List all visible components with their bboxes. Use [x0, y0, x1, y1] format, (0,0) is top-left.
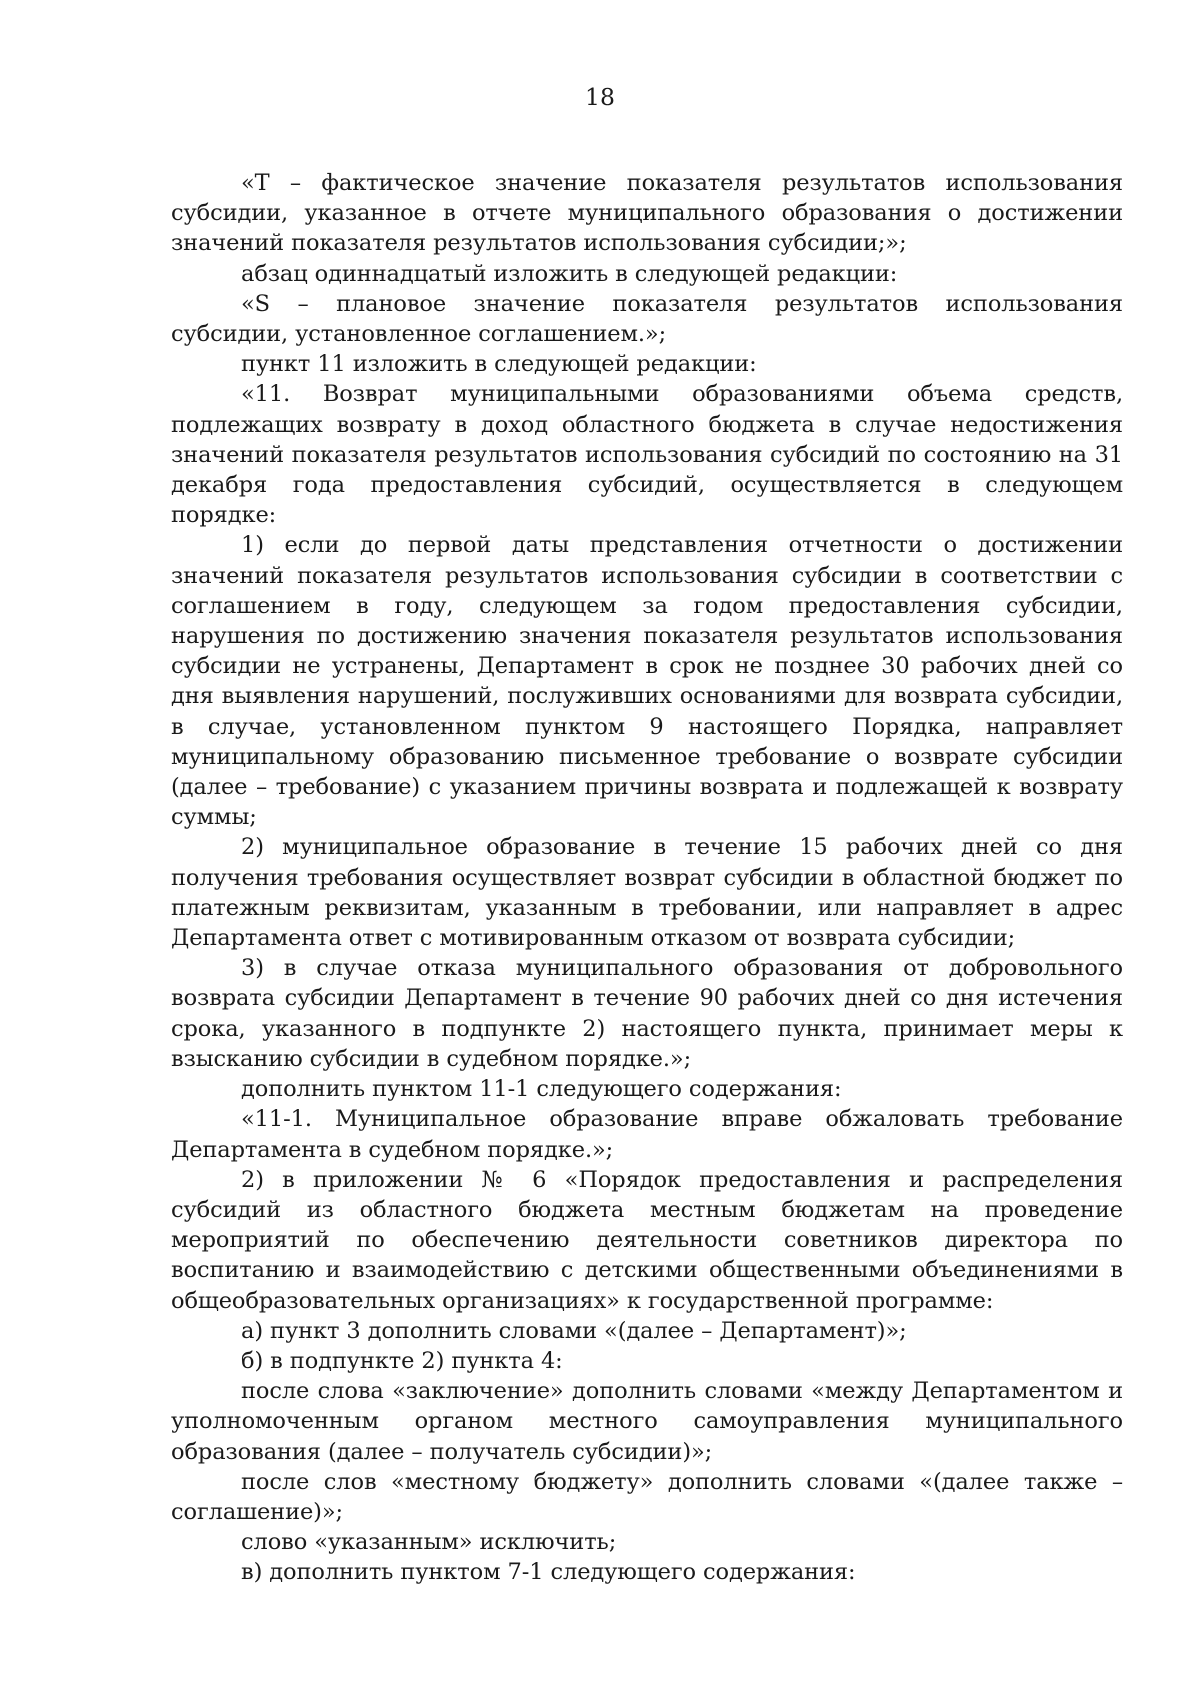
paragraph: 1) если до первой даты представления отчетности о достижении значений показателя результатов использования субсидии в соответствии с соглашением в году, следующем за годом предоставления субсидии, нарушения по достижению значения показателя результатов использования субсидии не устранены, Департамент в срок не позднее 30 рабочих дней со дня выявления нарушений, послуживших основаниями для возврата субсидии, в случае, установленном пунктом 9 настоящего Порядка, направляет муниципальному образованию письменное требование о возврате субсидии (далее – требование) с указанием причины возврата и подлежащей к возврату суммы;	[171, 532, 1123, 831]
paragraph: в) дополнить пунктом 7-1 следующего содержания:	[241, 1559, 856, 1586]
paragraph: а) пункт 3 дополнить словами «(далее – Департамент)»;	[241, 1317, 907, 1344]
paragraph: абзац одиннадцатый изложить в следующей редакции:	[241, 260, 898, 287]
paragraph: 3) в случае отказа муниципального образования от добровольного возврата субсидии Департамент в течение 90 рабочих дней со дня истечения срока, указанного в подпункте 2) настоящего пункта, принимает меры к взысканию субсидии в судебном порядке.»;	[171, 955, 1123, 1072]
paragraph: «Т – фактическое значение показателя результатов использования субсидии, указанное в отчете муниципального образования о достижении значений показателя результатов использования субсидии;»;	[171, 170, 1123, 257]
paragraph: дополнить пунктом 11-1 следующего содержания:	[241, 1076, 842, 1103]
paragraph: после слова «заключение» дополнить словами «между Департаментом и уполномоченным органом местного самоуправления муниципального образования (далее – получатель субсидии)»;	[171, 1378, 1123, 1465]
paragraph: 2) в приложении № 6 «Порядок предоставления и распределения субсидий из областного бюджета местным бюджетам на проведение мероприятий по обеспечению деятельности советников директора по воспитанию и взаимодействию с детскими общественными объединениями в общеобразовательных организациях» к государственной программе:	[171, 1166, 1123, 1314]
paragraph: б) в подпункте 2) пункта 4:	[241, 1347, 563, 1374]
paragraph: после слов «местному бюджету» дополнить словами «(далее также – соглашение)»;	[171, 1468, 1123, 1525]
document-body	[171, 168, 1123, 1588]
paragraph: 2) муниципальное образование в течение 15 рабочих дней со дня получения требования осуществляет возврат субсидии в областной бюджет по платежным реквизитам, указанным в требовании, или направляет в адрес Департамента ответ с мотивированным отказом от возврата субсидии;	[171, 834, 1123, 952]
paragraph: «11-1. Муниципальное образование вправе обжаловать требование Департамента в судебном порядке.»;	[171, 1106, 1123, 1163]
paragraph: слово «указанным» исключить;	[241, 1529, 617, 1556]
paragraph: «11. Возврат муниципальными образованиями объема средств, подлежащих возврату в доход областного бюджета в случае недостижения значений показателя результатов использования субсидий по состоянию на 31 декабря года предоставления субсидий, осуществляется в следующем порядке:	[171, 381, 1123, 529]
paragraph: пункт 11 изложить в следующей редакции:	[241, 351, 757, 378]
paragraph: «S – плановое значение показателя результатов использования субсидии, установленное соглашением.»;	[171, 290, 1123, 348]
page-number: 18	[585, 83, 615, 111]
